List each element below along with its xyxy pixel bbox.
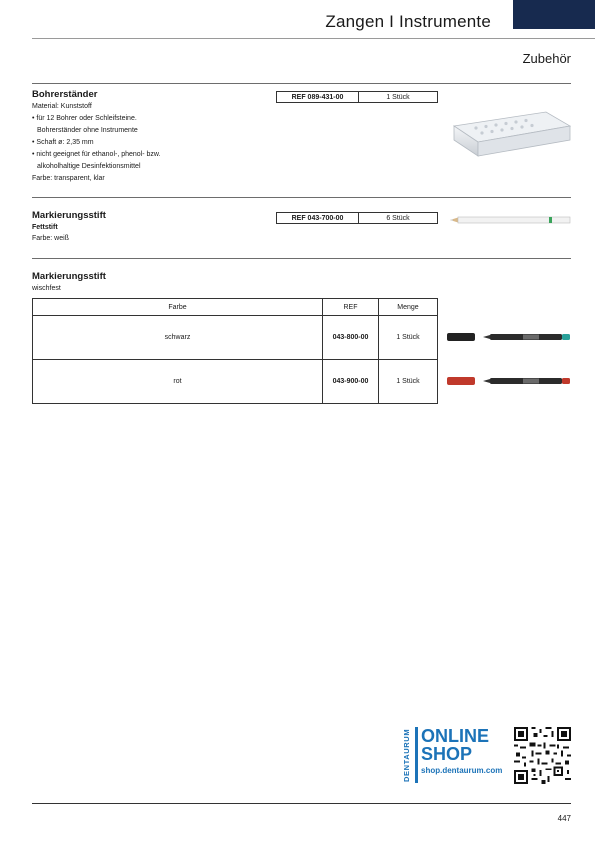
product-spec-line: Farbe: transparent, klar bbox=[32, 175, 105, 182]
product-spec-line: Bohrerständer ohne Instrumente bbox=[37, 127, 138, 134]
svg-text:DENTAURUM: DENTAURUM bbox=[402, 728, 411, 782]
product-spec-line: Material: Kunststoff bbox=[32, 103, 92, 110]
product-spec-line: • nicht geeignet für ethanol-, phenol- bzw. bbox=[32, 151, 161, 158]
table-row bbox=[33, 360, 438, 404]
section-subtitle: Zubehör bbox=[522, 51, 571, 66]
product-title: Markierungsstift bbox=[32, 271, 106, 282]
header-accent-bar bbox=[513, 0, 595, 29]
red-marker-image bbox=[445, 374, 573, 388]
product-spec-line: • Schaft ø: 2,35 mm bbox=[32, 139, 94, 146]
footer-divider bbox=[32, 803, 571, 804]
table-header-row bbox=[33, 299, 438, 316]
page-number: 447 bbox=[557, 814, 571, 823]
marker-end-band bbox=[562, 334, 570, 340]
product-spec-line: Farbe: weiß bbox=[32, 235, 69, 242]
pack-quantity: 6 Stück bbox=[386, 214, 410, 222]
variants-table bbox=[32, 298, 438, 404]
order-ref-box bbox=[276, 212, 438, 224]
product-spec-line: • für 12 Bohrer oder Schleifsteine. bbox=[32, 115, 137, 122]
column-header-color: Farbe bbox=[33, 299, 323, 316]
order-ref-box bbox=[276, 91, 438, 103]
online-shop-block[interactable] bbox=[400, 727, 572, 783]
product-subtitle: Fettstift bbox=[32, 224, 58, 231]
product-spec-line: alkoholhaltige Desinfektionsmittel bbox=[37, 163, 141, 170]
column-header-quantity: Menge bbox=[379, 299, 438, 316]
page-title: Zangen I Instrumente bbox=[325, 12, 491, 31]
shop-title-line1: ONLINE bbox=[421, 726, 490, 746]
product-marker-permanent bbox=[32, 271, 106, 294]
cell-color: schwarz bbox=[33, 316, 323, 360]
marker-cap bbox=[447, 377, 475, 385]
ref-number: REF 089-431-00 bbox=[277, 92, 359, 102]
header-divider bbox=[32, 38, 595, 39]
section-divider bbox=[32, 258, 571, 259]
cell-ref: 043-800-00 bbox=[323, 316, 379, 360]
grease-pencil-image bbox=[448, 214, 572, 226]
section-divider bbox=[32, 197, 571, 198]
product-note: wischfest bbox=[32, 285, 61, 292]
cell-quantity: 1 Stück bbox=[379, 360, 438, 404]
drill-stand-image bbox=[448, 104, 576, 164]
column-header-ref: REF bbox=[323, 299, 379, 316]
product-drill-stand bbox=[32, 89, 161, 185]
dentaurum-logo bbox=[400, 727, 412, 783]
ref-number: REF 043-700-00 bbox=[277, 213, 359, 223]
product-title: Markierungsstift bbox=[32, 210, 106, 221]
black-marker-image bbox=[445, 330, 573, 344]
shop-url-link[interactable]: shop.dentaurum.com bbox=[421, 766, 503, 775]
table-row bbox=[33, 316, 438, 360]
marker-end-band bbox=[562, 378, 570, 384]
cell-quantity: 1 Stück bbox=[379, 316, 438, 360]
cell-ref: 043-900-00 bbox=[323, 360, 379, 404]
product-grease-pencil bbox=[32, 210, 106, 245]
product-title: Bohrerständer bbox=[32, 89, 98, 100]
qr-code-icon[interactable] bbox=[514, 727, 571, 784]
cell-color: rot bbox=[33, 360, 323, 404]
shop-title-line2: SHOP bbox=[421, 744, 473, 764]
shop-text bbox=[415, 727, 511, 783]
pack-quantity: 1 Stück bbox=[386, 93, 410, 101]
section-divider bbox=[32, 83, 571, 84]
marker-cap bbox=[447, 333, 475, 341]
